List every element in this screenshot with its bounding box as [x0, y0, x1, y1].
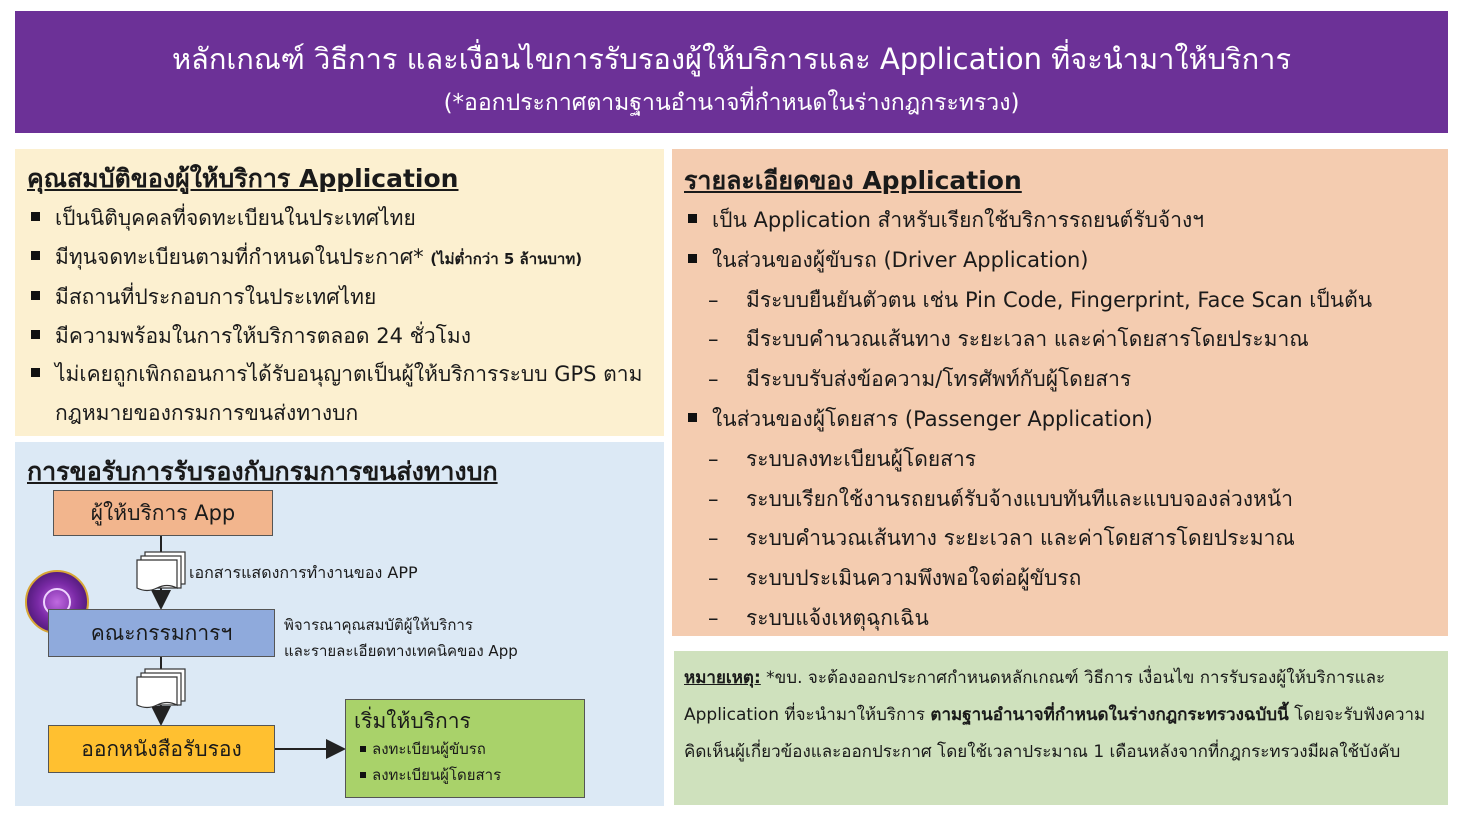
- committee-note-1: พิจารณาคุณสมบัติผู้ให้บริการ: [284, 616, 473, 634]
- page-subtitle: (*ออกประกาศตามฐานอำนาจที่กำหนดในร่างกฎกระทรวง): [443, 90, 1020, 116]
- bullet-square-icon: [688, 254, 697, 263]
- document-stack-icon: [137, 669, 185, 708]
- committee-box: คณะกรรมการฯ: [48, 609, 275, 657]
- start-service-item: ลงทะเบียนผู้โดยสาร: [354, 762, 576, 788]
- qualifications-list: [29, 199, 659, 432]
- detail-item: เป็น Application สำหรับเรียกใช้บริการรถยนต์รับจ้างฯ: [686, 201, 1446, 241]
- bullet-square-icon: [688, 214, 697, 223]
- driver-heading: ในส่วนของผู้ขับรถ (Driver Application): [686, 241, 1446, 281]
- note-panel: [674, 651, 1448, 805]
- bullet-square-icon: [688, 413, 697, 422]
- certification-title: การขอรับการรับรองกับกรมการขนส่งทางบก: [27, 457, 498, 486]
- document-label: เอกสารแสดงการทำงานของ APP: [189, 563, 418, 582]
- bullet-square-icon: [31, 212, 40, 221]
- note-label: หมายเหตุ:: [684, 668, 761, 688]
- passenger-item: – ระบบแจ้งเหตุฉุกเฉิน: [708, 605, 929, 630]
- driver-item: – มีระบบรับส่งข้อความ/โทรศัพท์กับผู้โดยสาร: [708, 367, 1132, 392]
- page-title: หลักเกณฑ์ วิธีการ และเงื่อนไขการรับรองผู้ให้บริการและ Application ที่จะนำมาให้บริการ: [171, 42, 1292, 76]
- qualification-item: มีทุนจดทะเบียนตามที่กำหนดในประกาศ* (ไม่ต่ำกว่า 5 ล้านบาท): [29, 238, 659, 279]
- passenger-item: – ระบบประเมินความพึงพอใจต่อผู้ขับรถ: [708, 566, 1082, 591]
- header-banner: [15, 11, 1448, 133]
- note-emphasis: ตามฐานอำนาจที่กำหนดในร่างกฎกระทรวงฉบับนี้: [930, 705, 1289, 725]
- bullet-square-icon: [31, 368, 40, 377]
- qualification-item: เป็นนิติบุคคลที่จดทะเบียนในประเทศไทย: [29, 199, 659, 238]
- start-service-box: [345, 699, 585, 798]
- app-details-title: รายละเอียดของ Application: [684, 166, 1022, 195]
- bullet-square-icon: [31, 291, 40, 300]
- qualifications-panel: [15, 149, 664, 436]
- passenger-item: – ระบบลงทะเบียนผู้โดยสาร: [708, 446, 977, 471]
- qualification-item: ไม่เคยถูกเพิกถอนการได้รับอนุญาตเป็นผู้ให้บริการระบบ GPS ตามกฎหมายของกรมการขนส่งทางบก: [29, 355, 659, 432]
- qualification-item: มีสถานที่ประกอบการในประเทศไทย: [29, 278, 659, 317]
- issue-certificate-box: ออกหนังสือรับรอง: [48, 725, 275, 773]
- certification-panel: [15, 442, 664, 806]
- bullet-square-icon: [360, 772, 366, 778]
- bullet-square-icon: [31, 251, 40, 260]
- start-service-title: เริ่มให้บริการ: [354, 709, 471, 733]
- bullet-square-icon: [31, 330, 40, 339]
- qualifications-title: คุณสมบัติของผู้ให้บริการ Application: [27, 164, 459, 193]
- driver-item: – มีระบบคำนวณเส้นทาง ระยะเวลา และค่าโดยสารโดยประมาณ: [708, 327, 1309, 352]
- note-text: หมายเหตุ: *ขบ. จะต้องออกประกาศกำหนดหลักเกณฑ์ วิธีการ เงื่อนไข การรับรองผู้ให้บริการและ Application ที่จะนำมาให้บริการ ตามฐานอำนาจที่กำหนดในร่างกฎกระทรวงฉบับนี้ โดยจะรับฟังความคิดเห็นผู้เกี่ยวข้องและออกประกาศ โดยใช้เวลาประมาณ 1 เดือนหลังจากที่กฎกระทรวงมีผลใช้บังคับ: [684, 668, 1426, 762]
- bullet-square-icon: [360, 746, 366, 752]
- app-details-list: [686, 201, 1446, 639]
- qualification-item: มีความพร้อมในการให้บริการตลอด 24 ชั่วโมง: [29, 317, 659, 356]
- passenger-item: – ระบบเรียกใช้งานรถยนต์รับจ้างแบบทันทีและแบบจองล่วงหน้า: [708, 486, 1294, 511]
- capital-note: (ไม่ต่ำกว่า 5 ล้านบาท): [430, 249, 583, 268]
- passenger-heading: ในส่วนของผู้โดยสาร (Passenger Application): [686, 400, 1446, 440]
- driver-item: – มีระบบยืนยันตัวตน เช่น Pin Code, Fingerprint, Face Scan เป็นต้น: [708, 287, 1373, 312]
- app-details-panel: [672, 149, 1448, 636]
- document-stack-icon: [137, 552, 185, 591]
- provider-box: ผู้ให้บริการ App: [53, 490, 273, 536]
- passenger-item: – ระบบคำนวณเส้นทาง ระยะเวลา และค่าโดยสารโดยประมาณ: [708, 526, 1295, 551]
- committee-note-2: และรายละเอียดทางเทคนิคของ App: [284, 642, 518, 660]
- start-service-item: ลงทะเบียนผู้ขับรถ: [354, 736, 576, 762]
